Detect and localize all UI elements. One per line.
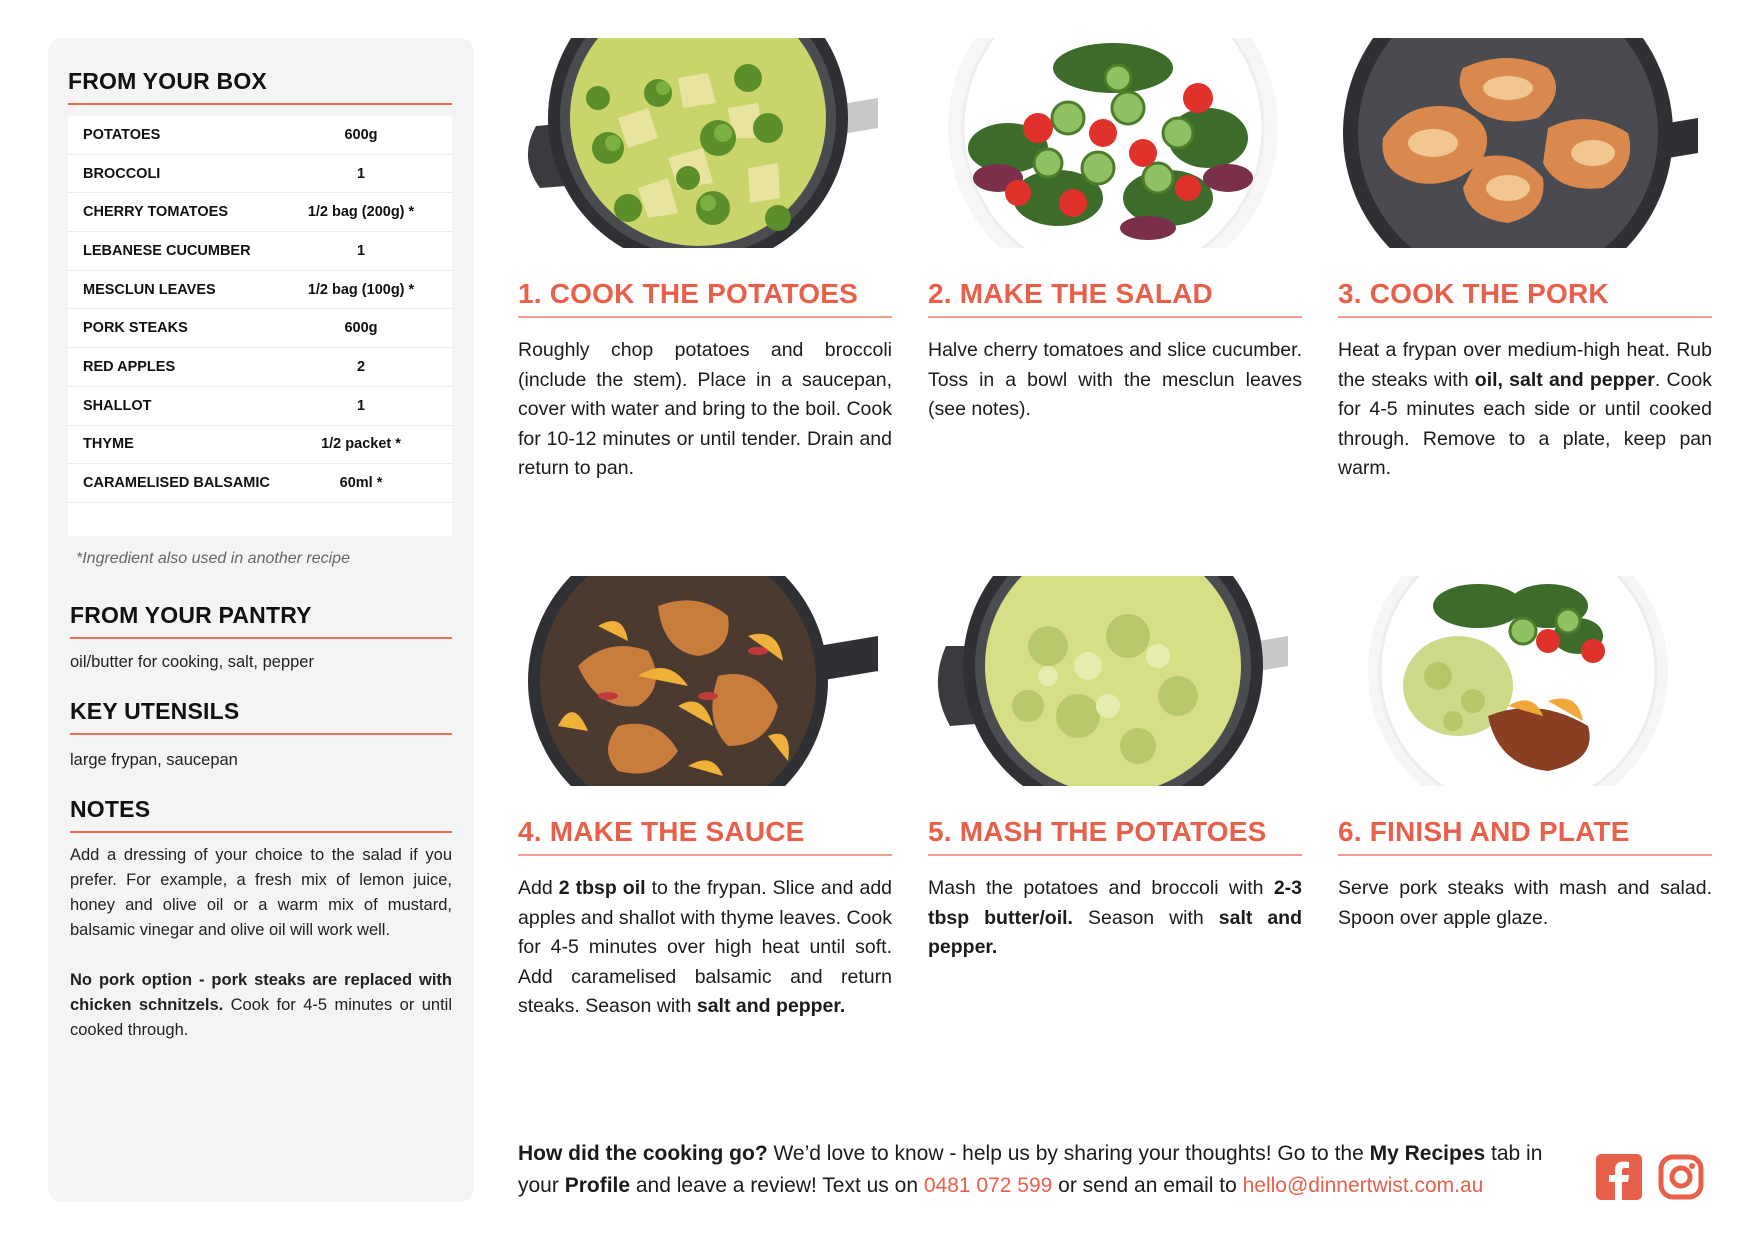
ingredient-name: BROCCOLI [83,165,161,182]
step-text: Heat a frypan over medium-high heat. Rub the steaks with [1338,339,1712,391]
pantry-text: oil/butter for cooking, salt, pepper [70,653,314,671]
ingredient-quantity: 600g [344,320,378,337]
step-emphasis-text: oil, salt and pepper [1474,368,1655,391]
step-text: to the frypan. Slice and add apples and shallot with thyme leaves. Cook for 4-5 minutes over high heat until soft. Add caramelised balsamic and return steaks. Season with [518,877,893,1017]
footer-text-1: We’d love to know - help us by sharing your thoughts! Go to the [767,1142,1370,1165]
ingredient-row [68,387,452,426]
ingredient-name: CHERRY TOMATOES [83,204,229,221]
step-emphasis-text: 2 tbsp oil [558,877,646,899]
step-text: Halve cherry tomatoes and slice cucumber. Toss in a bowl with the mesclun leaves (see notes). [928,339,1302,420]
step-text: Roughly chop potatoes and broccoli (include the stem). Place in a saucepan, cover with water and bring to the boil. Cook for 10-12 minutes or until tender. Drain and return to pan. [518,339,892,479]
step-1-body [518,336,892,484]
ingredient-name: RED APPLES [83,358,176,375]
step-text: Mash the potatoes and broccoli with [928,877,1274,899]
ingredient-name: LEBANESE CUCUMBER [83,242,251,259]
step-text: Season with [1072,906,1219,929]
utensils-text: large frypan, saucepan [70,751,238,769]
step-emphasis-text: 2-3 tbsp butter/oil. [928,877,1302,929]
step-2-body [928,336,1302,425]
ingredient-row [68,309,452,348]
ingredient-quantity: 1/2 bag (200g) * [307,204,415,221]
ingredient-row [68,271,452,310]
ingredient-name: SHALLOT [83,397,152,414]
step-4-body [518,874,892,1022]
step-5-image [928,576,1288,786]
footer-text-4: or send an email to [1052,1174,1243,1197]
notes-no-pork-bold: No pork option - pork steaks are replaced with chicken schnitzels. [70,971,452,1014]
ingredient-quantity: 600g [344,126,378,143]
ingredient-quantity: 1 [356,397,366,414]
step-emphasis-text: salt and pepper. [928,906,1303,958]
footer-text-2: tab in your [518,1142,1543,1197]
ingredient-row [68,426,452,465]
step-3-body [1338,336,1712,484]
ingredient-name: PORK STEAKS [83,320,188,337]
step-1-title: 1. COOK THE POTATOES [518,278,892,318]
email-link[interactable]: hello@dinnertwist.com.au [1242,1174,1484,1197]
step-3-image [1338,38,1698,248]
ingredient-quantity: 60ml * [339,475,383,492]
ingredient-name: MESCLUN LEAVES [83,281,216,298]
ingredient-quantity: 1 [356,165,366,182]
step-6-title: 6. FINISH AND PLATE [1338,816,1712,856]
ingredient-quantity: 1/2 bag (100g) * [307,281,415,298]
step-4-title: 4. MAKE THE SAUCE [518,816,892,856]
step-text: . Cook for 4-5 minutes each side or until cooked through. Remove to a plate, keep pan warm. [1338,368,1713,479]
step-2-image [928,38,1288,248]
ingredient-row [68,116,452,155]
step-1-image [518,38,878,248]
ingredient-row [68,464,452,503]
my-recipes-link[interactable]: My Recipes [1369,1142,1486,1165]
ingredient-name: POTATOES [83,126,161,143]
instagram-icon[interactable] [1658,1154,1704,1200]
ingredient-name: THYME [83,436,134,453]
notes-text: Add a dressing of your choice to the salad if you prefer. For example, a fresh mix of lemon juice, honey and olive oil or a warm mix of mustard, balsamic vinegar and olive oil will work well. [70,846,452,939]
from-your-box-heading: FROM YOUR BOX [68,68,452,105]
step-6-body [1338,874,1712,933]
from-your-pantry-heading: FROM YOUR PANTRY [70,602,452,639]
step-2-title: 2. MAKE THE SALAD [928,278,1302,318]
step-emphasis-text: salt and pepper. [696,995,846,1017]
feedback-footer [518,1138,1578,1202]
step-text: Add [518,877,559,899]
notes-no-pork-rest: Cook for 4-5 minutes or until cooked through. [70,996,452,1039]
ingredient-row [68,232,452,271]
ingredient-row [68,155,452,194]
step-5-title: 5. MASH THE POTATOES [928,816,1302,856]
ingredient-row [68,193,452,232]
profile-link[interactable]: Profile [564,1174,631,1197]
step-4-image [518,576,878,786]
footer-text-3: and leave a review! Text us on [630,1174,924,1197]
step-3-title: 3. COOK THE PORK [1338,278,1712,318]
ingredient-row [68,348,452,387]
ingredient-footnote: *Ingredient also used in another recipe [76,550,350,567]
footer-question: How did the cooking go? [518,1142,768,1165]
phone-link[interactable]: 0481 072 599 [923,1174,1053,1197]
notes-no-pork-text [70,968,452,1043]
step-text: Serve pork steaks with mash and salad. Spoon over apple glaze. [1338,877,1712,929]
ingredients-sidebar [48,38,474,1202]
ingredient-quantity: 1 [356,242,366,259]
notes-heading: NOTES [70,796,452,833]
ingredient-quantity: 1/2 packet * [321,436,401,453]
key-utensils-heading: KEY UTENSILS [70,698,452,735]
ingredient-quantity: 2 [356,358,366,375]
ingredient-name: CARAMELISED BALSAMIC [83,475,270,492]
ingredients-table [68,116,452,536]
facebook-icon[interactable] [1596,1154,1642,1200]
step-5-body [928,874,1302,963]
step-6-image [1338,576,1698,786]
